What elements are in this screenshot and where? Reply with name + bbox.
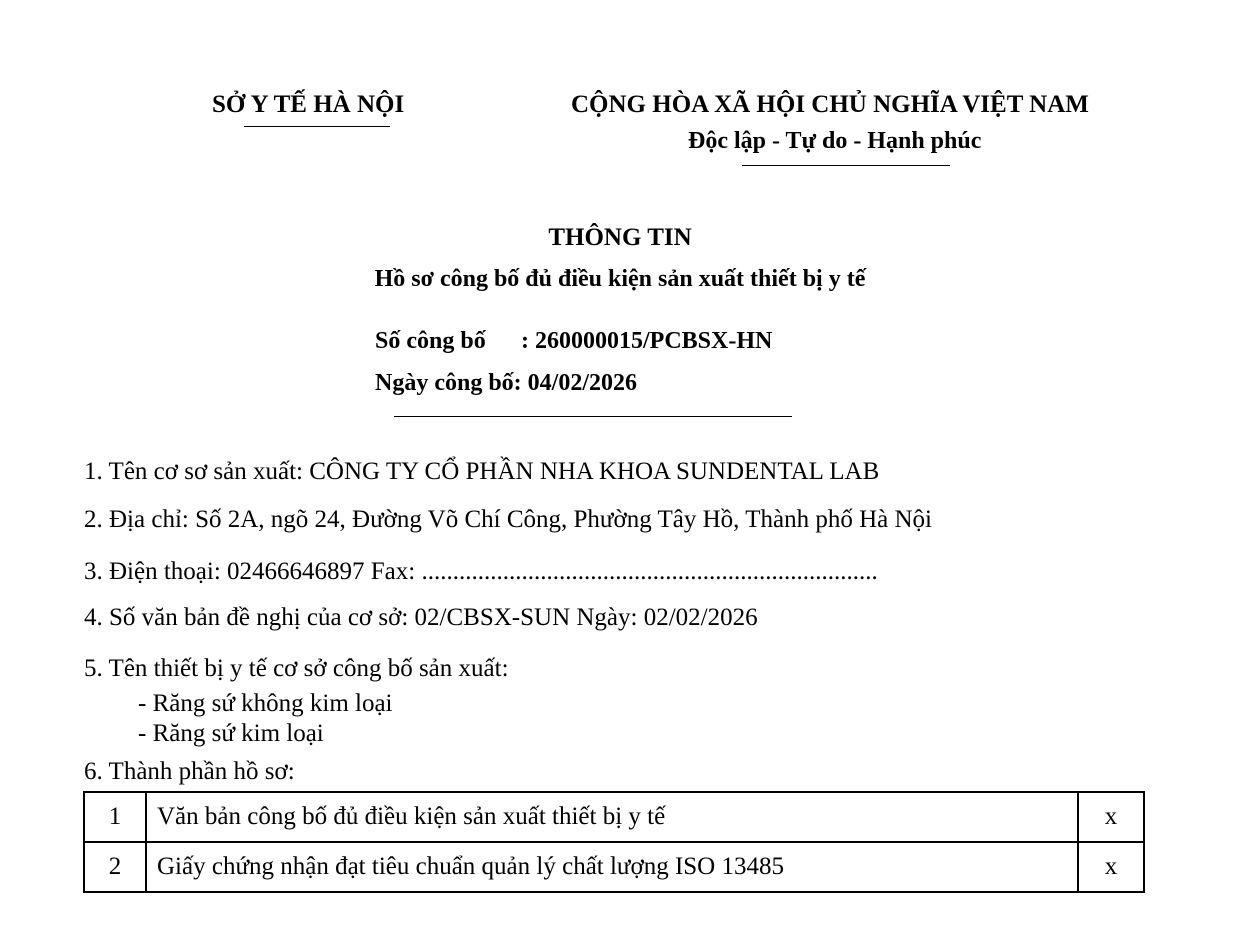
row-number: 2 — [84, 842, 146, 892]
publication-date-value: 04/02/2026 — [527, 370, 638, 396]
request-document-item: 4. Số văn bản đề nghị của cơ sở: 02/CBSX-SUN Ngày: 02/02/2026 — [84, 604, 758, 631]
publication-number-label: Số công bố — [375, 328, 486, 354]
issuing-authority: SỞ Y TẾ HÀ NỘI — [212, 91, 405, 118]
table-row — [84, 792, 1144, 842]
address-item: 2. Địa chỉ: Số 2A, ngõ 24, Đường Võ Chí Công, Phường Tây Hồ, Thành phố Hà Nội — [84, 506, 932, 533]
row-checkmark: x — [1078, 792, 1144, 842]
publication-number-row — [375, 328, 772, 355]
authority-underline — [244, 126, 390, 127]
dossier-table — [83, 791, 1145, 893]
manufacturer-name-item: 1. Tên cơ sơ sản xuất: CÔNG TY CỔ PHẦN NHA KHOA SUNDENTAL LAB — [84, 458, 880, 485]
device-name-item: 5. Tên thiết bị y tế cơ sở công bố sản xuất: — [84, 655, 509, 682]
row-description: Văn bản công bố đủ điều kiện sản xuất thiết bị y tế — [146, 792, 1078, 842]
publication-date-label: Ngày công bố: — [375, 370, 522, 396]
document-title: THÔNG TIN — [548, 224, 692, 251]
publication-number-value: : 260000015/PCBSX-HN — [521, 328, 773, 354]
device-list-item: - Răng sứ kim loại — [138, 720, 324, 747]
table-row — [84, 842, 1144, 892]
device-list-item: - Răng sứ không kim loại — [138, 690, 393, 717]
row-number: 1 — [84, 792, 146, 842]
row-description: Giấy chứng nhận đạt tiêu chuẩn quản lý chất lượng ISO 13485 — [146, 842, 1078, 892]
national-motto: Độc lập - Tự do - Hạnh phúc — [688, 128, 982, 154]
phone-fax-item: 3. Điện thoại: 02466646897 Fax: ......................................................................... — [84, 558, 878, 585]
publication-underline — [394, 416, 792, 417]
national-title: CỘNG HÒA XÃ HỘI CHỦ NGHĨA VIỆT NAM — [571, 91, 1089, 118]
dossier-heading: 6. Thành phần hồ sơ: — [84, 758, 295, 785]
row-checkmark: x — [1078, 842, 1144, 892]
motto-underline — [742, 165, 950, 166]
publication-date-row — [375, 370, 637, 397]
document-subtitle: Hồ sơ công bố đủ điều kiện sản xuất thiết bị y tế — [374, 266, 866, 292]
